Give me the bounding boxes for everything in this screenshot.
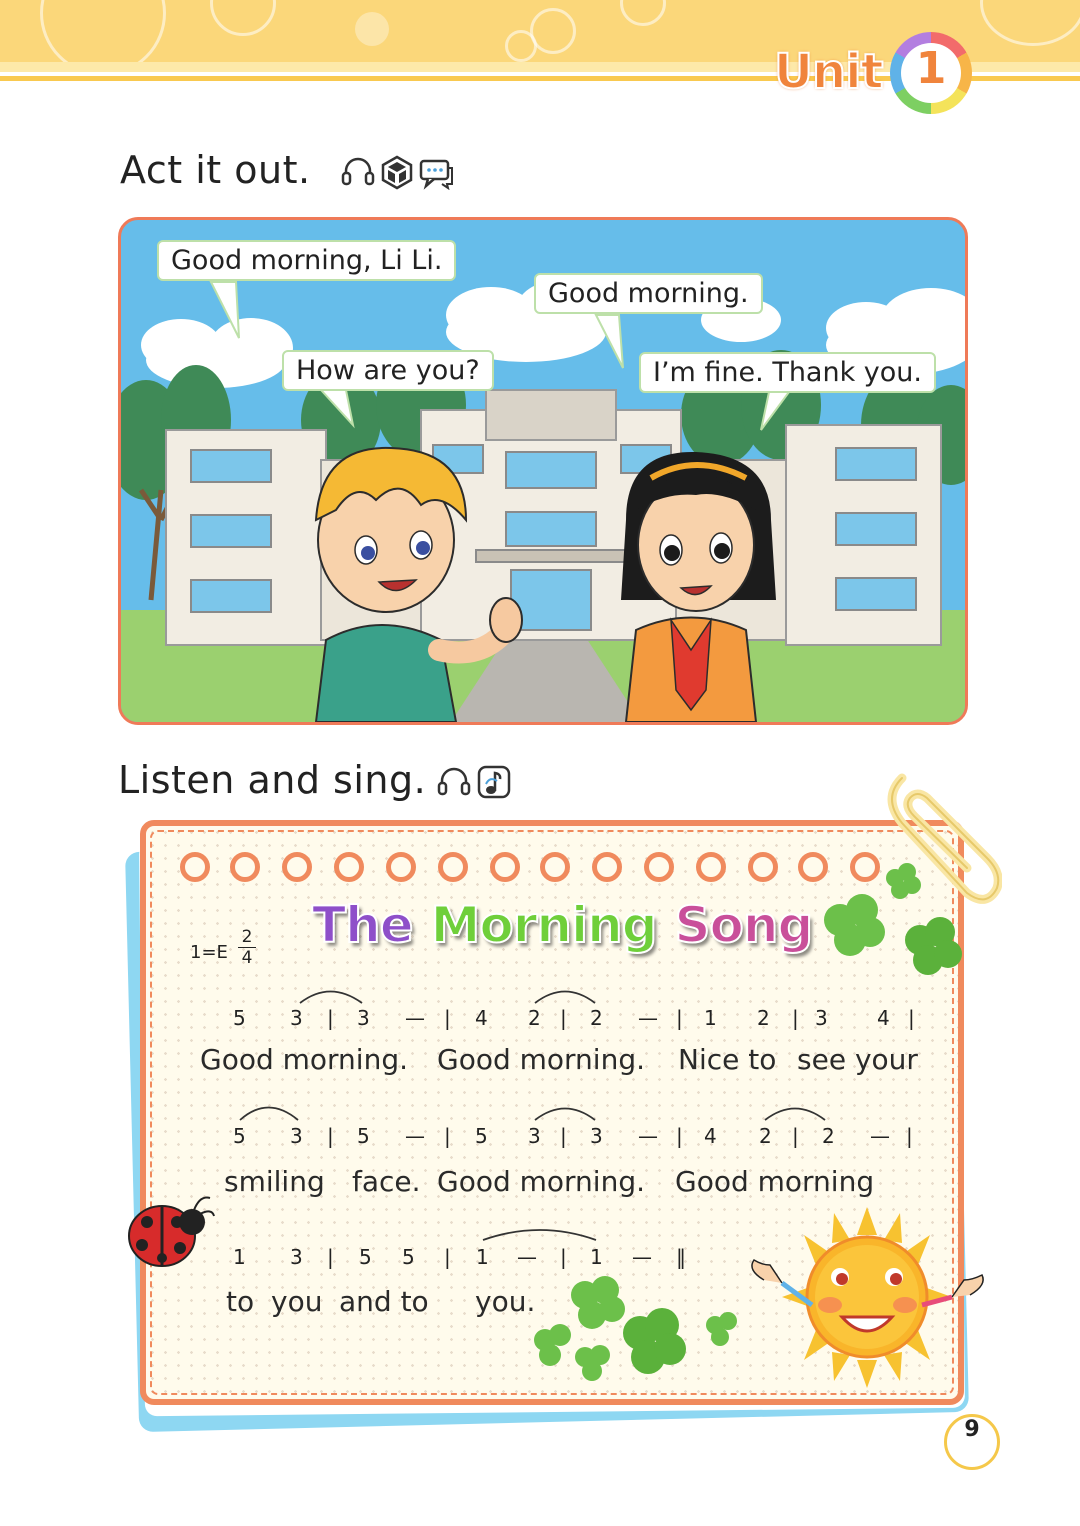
lyric-phrase: you [271,1285,323,1318]
note: | [676,1124,683,1148]
note: 3 [528,1124,541,1148]
speech-bubble-good-morning: Good morning. [534,273,763,314]
binder-ring [282,852,312,882]
note: 1 [590,1245,603,1269]
note: 1 [233,1245,246,1269]
note: — [638,1124,658,1148]
speech-bubble-how-are-you: How are you? [282,350,494,391]
music-note-icon[interactable] [476,764,512,800]
note: 3 [290,1124,303,1148]
note: 1 [476,1245,489,1269]
act-it-out-heading: Act it out. [120,148,311,192]
note: 3 [290,1245,303,1269]
note: — [405,1124,425,1148]
song-title [312,896,830,954]
note: 5 [475,1124,488,1148]
note: 2 [528,1006,541,1030]
note: — [632,1245,652,1269]
note: | [792,1006,799,1030]
note: | [444,1245,451,1269]
note: | [676,1006,683,1030]
lyric-phrase: Good morning. [200,1043,409,1076]
smiling-sun-icon [742,1205,992,1390]
note: 1 [704,1006,717,1030]
note: 2 [590,1006,603,1030]
lyric-phrase: face. [352,1165,421,1198]
speech-bubble-im-fine: I’m fine. Thank you. [639,352,936,393]
note: | [444,1006,451,1030]
binder-ring [644,852,674,882]
binder-ring [540,852,570,882]
unit-number: 1 [901,43,961,103]
speech-bubble-good-morning-li-li: Good morning, Li Li. [157,240,456,281]
unit-number-badge [890,32,972,114]
time-signature-bottom: 4 [241,948,253,968]
song-title-word-the: The [312,896,413,954]
binder-ring [180,852,210,882]
time-signature-top: 2 [241,927,253,947]
note: — [517,1245,537,1269]
note: | [560,1006,567,1030]
cube-icon[interactable] [380,154,414,190]
headphones-icon[interactable] [340,154,376,190]
note: 5 [233,1006,246,1030]
binder-ring [230,852,260,882]
note: 4 [704,1124,717,1148]
lyric-phrase: Good morning. [437,1165,646,1198]
binder-ring [748,852,778,882]
note: | [327,1124,334,1148]
binder-ring [334,852,364,882]
speech-bubble-icon[interactable] [418,156,456,190]
note: | [560,1124,567,1148]
listen-and-sing-heading: Listen and sing. [118,758,427,802]
note: | [444,1124,451,1148]
headphones-icon[interactable] [436,764,472,800]
note: 3 [357,1006,370,1030]
note: 3 [590,1124,603,1148]
unit-label: Unit [774,44,883,100]
note: 3 [815,1006,828,1030]
note: | [908,1006,915,1030]
page-number: 9 [944,1414,1000,1470]
note: | [327,1006,334,1030]
note: | [560,1245,567,1269]
clover-decoration-icon [530,1275,750,1385]
binder-ring [696,852,726,882]
note: 4 [475,1006,488,1030]
song-title-word-morning: Morning [430,896,657,954]
note: 2 [757,1006,770,1030]
lyric-phrase: you. [475,1285,536,1318]
note: | [792,1124,799,1148]
time-signature [238,928,256,967]
note: 2 [822,1124,835,1148]
binder-ring [490,852,520,882]
lyric-phrase: Good morning [675,1165,875,1198]
note: — [870,1124,890,1148]
lyric-phrase: see your [797,1043,918,1076]
lyric-phrase: Good morning. [437,1043,646,1076]
key-signature: 1=E [190,942,228,963]
note: 2 [759,1124,772,1148]
note: 5 [357,1124,370,1148]
note: 4 [877,1006,890,1030]
note: 5 [233,1124,246,1148]
greeting-scene-illustration [118,217,968,725]
note: — [405,1006,425,1030]
note: | [906,1124,913,1148]
lyric-phrase: and to [339,1285,429,1318]
clover-decoration-icon [810,860,970,990]
lyric-phrase: Nice to [678,1043,777,1076]
note: 5 [359,1245,372,1269]
song-title-word-song: Song [674,896,813,954]
binder-ring [592,852,622,882]
binder-ring [386,852,416,882]
binder-ring [438,852,468,882]
note: ‖ [676,1245,686,1269]
note: 5 [402,1245,415,1269]
note: | [327,1245,334,1269]
lyric-phrase: smiling [224,1165,325,1198]
note: 3 [290,1006,303,1030]
lyric-phrase: to [226,1285,255,1318]
ladybug-icon [122,1190,217,1280]
note: — [638,1006,658,1030]
